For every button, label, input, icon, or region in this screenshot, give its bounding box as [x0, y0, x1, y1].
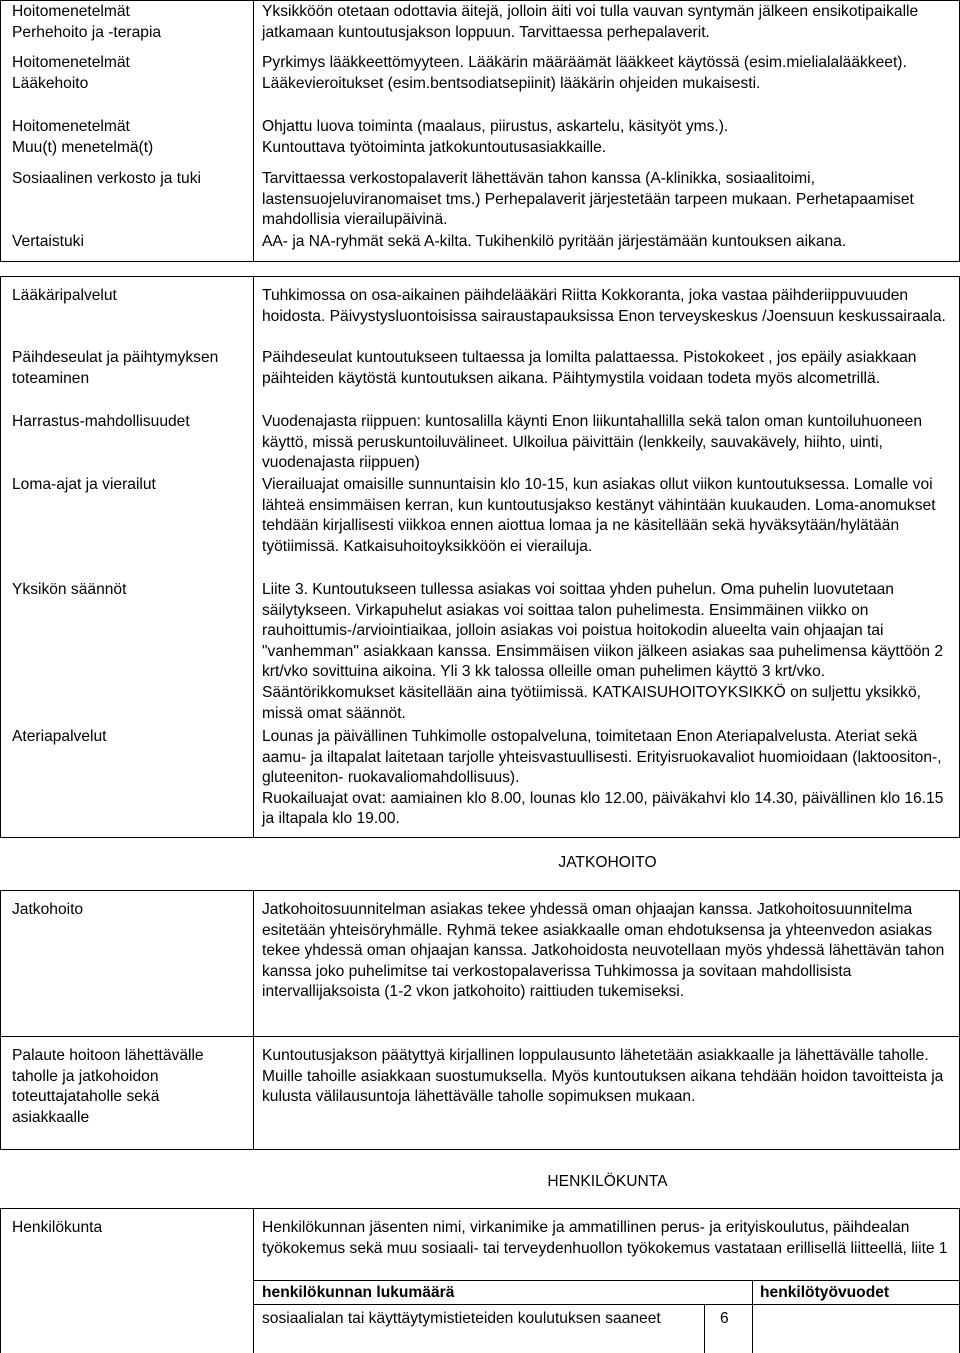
row-text-loma-ajat: Vierailuajat omaisille sunnuntaisin klo 10-15, kun asiakas ollut viikon kuntoutuksessa. Lomalle voi lähteä ensimmäisen kerran, kun kuntoutusjakso kestänyt vähintään kuukauden. Loma-anomukset tehdään kirjallisesti viikkoa ennen aiottua lomaa ja ne käsitellään sekä hyväksytään/hylätään työtiimissä. Katkaisuhoitoyksikköön ei vierailuja. [262, 476, 936, 555]
staff-col-count: henkilökunnan lukumäärä [262, 1284, 455, 1301]
row-label-harrastus: Harrastus-mahdollisuudet [12, 413, 190, 430]
row-label-muut-menetelmat: Hoitomenetelmät Muu(t) menetelmä(t) [12, 118, 154, 156]
row-label-laakaripalvelut: Lääkäripalvelut [12, 287, 117, 304]
row-text-vertaistuki: AA- ja NA-ryhmät sekä A-kilta. Tukihenkilö pyritään järjestämään kuntouksen aikana. [262, 233, 847, 250]
row-text-paihdeseulat: Päihdeseulat kuntoutukseen tultaessa ja lomilta palattaessa. Pistokokeet , jos epäily asiakkaan päihteiden käytöstä kuntoutuksen aikana. Päihtymystila voidaan todeta myös alcometrillä. [262, 349, 917, 387]
staff-grid-col2 [752, 1280, 753, 1353]
treatment-table-divider [253, 0, 254, 262]
row-text-muut-menetelmat: Ohjattu luova toiminta (maalaus, piirustus, askartelu, käsityöt yms.). Kuntouttava työtoiminta jatkokuntoutusasiakkaille. [262, 118, 729, 156]
jatkohoito-heading: JATKOHOITO [558, 854, 657, 871]
row-text-laakaripalvelut: Tuhkimossa on osa-aikainen päihdelääkäri Riitta Kokkoranta, joka vastaa päihderiippuvuuden hoidosta. Päivystysluontoisissa sairaustapauksissa Enon terveyskeskus /Joensuun keskussairaala. [262, 287, 946, 325]
staff-row-count: 6 [720, 1310, 729, 1327]
row-label-perhehoito: Hoitomenetelmät Perhehoito ja -terapia [12, 3, 162, 41]
staff-label: Henkilökunta [12, 1219, 103, 1236]
row-text-ateriapalvelut: Lounas ja päivällinen Tuhkimolle ostopalveluna, toimitetaan Enon Ateriapalvelusta. Ateriat sekä aamu- ja iltapalat laitetaan tarjolle yhteisvastuullisesti. Erityisruokavaliot huomioidaan (laktoositon-, gluteeniton- ruokavaliomahdollisuus). Ruokailuajat ovat: aamiainen klo 8.00, lounas klo 12.00, päiväkahvi klo 14.30, päivällinen klo 16.15 ja iltapala klo 19.00. [262, 728, 944, 828]
staff-grid-col1 [704, 1304, 705, 1353]
row-label-jatkohoito: Jatkohoito [12, 901, 84, 918]
row-label-yksikon-saannot: Yksikön säännöt [12, 581, 127, 598]
row-text-sosiaalinen-verkosto: Tarvittaessa verkostopalaverit lähettävän tahon kanssa (A-klinikka, sosiaalitoimi, lastensuojeluviranomaiset tms.) Perhepalaverit järjestetään tarpeen mukaan. Perhetapaamiset mahdollisia vierailupäivinä. [262, 170, 914, 229]
staff-grid-header-bottom [253, 1304, 960, 1305]
row-text-jatkohoito: Jatkohoitosuunnitelman asiakas tekee yhdessä oman ohjaajan kanssa. Jatkohoitosuunnitelma esitetään yhteisöryhmälle. Ryhmä tekee asiakkaalle oman ehdotuksensa ja yhteenvedon asiakas tekee yhdessä oman ohjaajan kanssa. Jatkohoidosta neuvotellaan myös yhdessä lähettävän tahon kanssa joko puhelimitse tai verkostopalaverissa Tuhkimossa ja sovitaan mahdollisista intervallijaksoista (1-2 vkon jatkohoito) raittiuden tukemiseksi. [262, 901, 945, 1001]
services-table-divider [253, 276, 254, 838]
staff-row-label: sosiaalialan tai käyttäytymistieteiden koulutuksen saaneet [262, 1310, 661, 1327]
row-label-palaute: Palaute hoitoon lähettävälle taholle ja jatkohoidon toteuttajataholle sekä asiakkaalle [12, 1047, 204, 1126]
row-text-laakehoito: Pyrkimys lääkkeettömyyteen. Lääkärin määräämät lääkkeet käytössä (esim.mielialalääkkeet). Lääkevieroitukset (esim.bentsodiatsepiinit) lääkärin ohjeiden mukaisesti. [262, 54, 907, 92]
row-label-laakehoito: Hoitomenetelmät Lääkehoito [12, 54, 130, 92]
staff-intro: Henkilökunnan jäsenten nimi, virkanimike ja ammatillinen perus- ja erityiskoulutus, päihdealan työkokemus sekä muu sosiaali- tai terveydenhuollon työkokemus vastataan erillisellä liitteellä, liite 1 [262, 1219, 948, 1257]
aftercare-row-divider [0, 1036, 960, 1037]
row-label-paihdeseulat: Päihdeseulat ja päihtymyksen toteaminen [12, 349, 219, 387]
row-text-yksikon-saannot: Liite 3. Kuntoutukseen tullessa asiakas voi soittaa yhden puhelun. Oma puhelin luovutetaan säilytykseen. Virkapuhelut asiakas voi soittaa talon puhelimesta. Ensimmäinen viikko on rauhoittumis-/arviointiaikaa, jolloin asiakas voi poistua hoitokodin alueelta vain ohjaajan tai "vanhemman" asiakkaan kanssa. Ensimmäisen viikon jälkeen asiakas saa puhelimensa käyttöön 2 krt/vko sovittuina aikoina. Yli 3 kk talossa olleille oman puhelimen käyttö 3 krt/vko. Sääntörikkomukset käsitellään aina työtiimissä. KATKAISUHOITOYKSIKKÖ on suljettu yksikkö, missä omat säännöt. [262, 581, 944, 722]
row-text-palaute: Kuntoutusjakson päätyttyä kirjallinen loppulausunto lähetetään asiakkaalle ja lähettävälle taholle. Muille tahoille asiakkaan suostumuksella. Myös kuntoutuksen aikana tehdään hoidon tavoitteista ja kulusta välilausuntoja lähettävälle taholle sopimuksen mukaan. [262, 1047, 944, 1106]
henkilokunta-heading: HENKILÖKUNTA [547, 1173, 668, 1190]
row-label-ateriapalvelut: Ateriapalvelut [12, 728, 107, 745]
row-label-vertaistuki: Vertaistuki [12, 233, 84, 250]
staff-grid-top [253, 1280, 960, 1281]
row-text-harrastus: Vuodenajasta riippuen: kuntosalilla käynti Enon liikuntahallilla sekä talon oman kuntoiluhuoneen käyttö, missä peruskuntoiluvälineet. Ulkoilua päivittäin (lenkkeily, sauvakävely, hiihto, uinti, vuodenajasta riippuen) [262, 413, 923, 472]
row-text-perhehoito: Yksikköön otetaan odottavia äitejä, jolloin äiti voi tulla vauvan syntymän jälkeen ensikotipaikalle jatkamaan kuntoutusjakson loppuun. Tarvittaessa perhepalaverit. [262, 3, 919, 41]
row-label-loma-ajat: Loma-ajat ja vierailut [12, 476, 156, 493]
staff-col-years: henkilötyövuodet [760, 1284, 890, 1301]
row-label-sosiaalinen-verkosto: Sosiaalinen verkosto ja tuki [12, 170, 201, 187]
aftercare-table-divider [253, 890, 254, 1150]
